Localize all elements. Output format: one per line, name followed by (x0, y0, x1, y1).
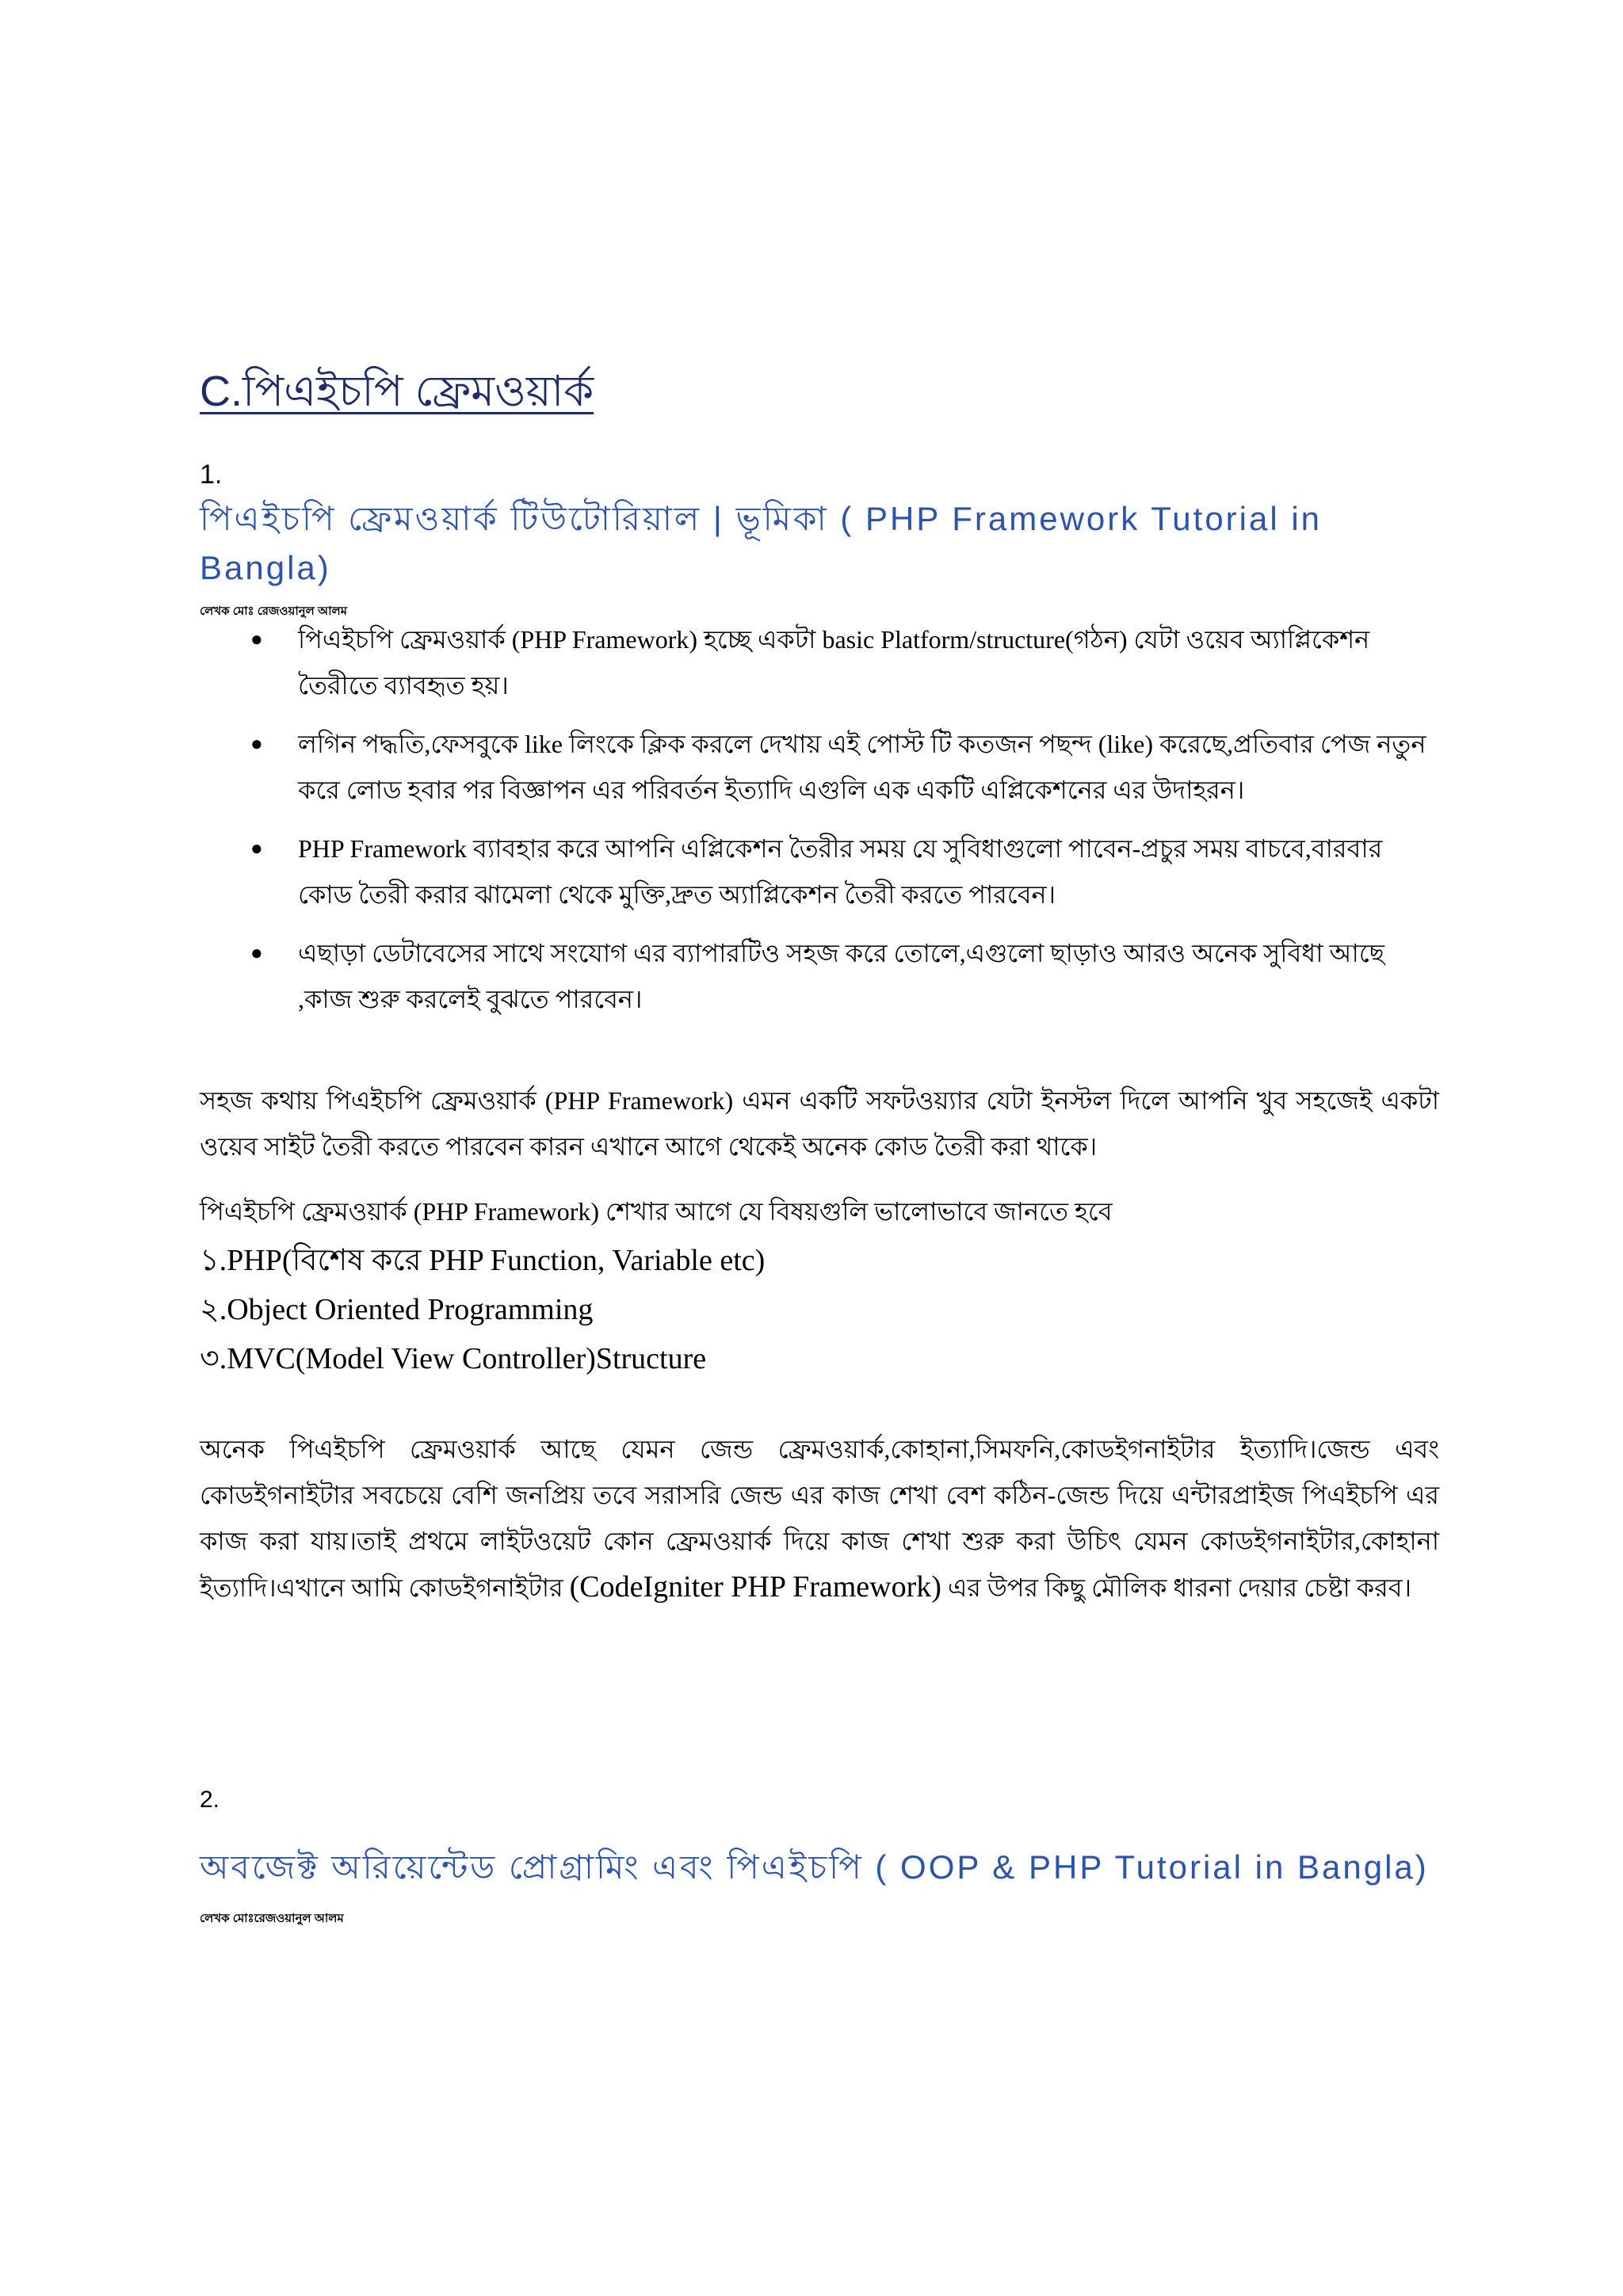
bullet-item (238, 930, 1442, 1022)
article-heading-1: পিএইচপি ফ্রেমওয়ার্ক টিউটোরিয়াল | ভূমিকা ( PHP Framework Tutorial in Bangla) (200, 500, 1323, 586)
closing-paragraph (200, 1426, 1439, 1611)
closing-text: অনেক পিএইচপি ফ্রেমওয়ার্ক আছে যেমন জেন্ড ফ্রেমওয়ার্ক,কোহানা,সিমফনি,কোডইগনাইটার ইত্যাদি।জেন্ড এবং কোডইগনাইটার সবচেয়ে বেশি জনপ্রিয় তবে সরাসরি জেন্ড এর কাজ শেখা বেশ কঠিন-জেন্ড দিয়ে এন্টারপ্রাইজ পিএইচপি এর কাজ করা যায়।তাই প্রথমে লাইটওয়েট কোন ফ্রেমওয়ার্ক দিয়ে কাজ শেখা শুরু করা উচিৎ যেমন কোডইগনাইটার,কোহানা ইত্যাদি।এখানে আমি কোডইগনাইটার (200, 1435, 1439, 1602)
prerequisite-item: ১.PHP(বিশেষ করে PHP Function, Variable etc) (200, 1244, 766, 1277)
prerequisite-item: ২.Object Oriented Programming (200, 1293, 594, 1326)
bullet-text: লগিন পদ্ধতি,ফেসবুকে like লিংকে ক্লিক করলে দেখায় এই পোস্ট টি কতজন পছন্দ (like) করেছে,প্রতিবার পেজ নতুন করে লোড হবার পর বিজ্ঞাপন এর পরিবর্তন ইত্যাদি এগুলি এক একটি এপ্লিকেশনের এর উদাহরন। (298, 730, 1426, 804)
summary-paragraph: সহজ কথায় পিএইচপি ফ্রেমওয়ার্ক (PHP Framework) এমন একটি সফটওয়্যার যেটা ইনস্টল দিলে আপনি খুব সহজেই একটা ওয়েব সাইট তৈরী করতে পারবেন কারন এখানে আগে থেকেই অনেক কোড তৈরী করা থাকে। (200, 1086, 1439, 1161)
prerequisite-intro: পিএইচপি ফ্রেমওয়ার্ক (PHP Framework) শেখার আগে যে বিষয়গুলি ভালোভাবে জানতে হবে (200, 1197, 1113, 1226)
bullet-text: পিএইচপি ফ্রেমওয়ার্ক (PHP Framework) হচ্ছে একটা basic Platform/structure(গঠন) যেটা ওয়েব অ্যাপ্লিকেশন তৈরীতে ব্যাবহৃত হয়। (298, 625, 1370, 700)
bullet-item (238, 721, 1442, 813)
closing-english: (CodeIgniter PHP Framework) (569, 1570, 941, 1604)
article-number-2: 2. (200, 1787, 220, 1813)
bullet-dot-icon: ● (250, 627, 263, 650)
bullet-dot-icon: ● (250, 732, 263, 755)
bullet-dot-icon: ● (250, 941, 263, 964)
bullet-dot-icon: ● (250, 837, 263, 860)
article-number-1: 1. (200, 460, 223, 490)
article-author-1: লেখক মোঃ রেজওয়ানুল আলম (200, 605, 347, 618)
article-heading-2: অবজেক্ট অরিয়েন্টেড প্রোগ্রামিং এবং পিএইচপি ( OOP & PHP Tutorial in Bangla) (200, 1848, 1429, 1886)
feature-bullet-list (238, 616, 1442, 1035)
article-author-2: লেখক মোঃরেজওয়ানুল আলম (200, 1912, 344, 1925)
bullet-item (238, 616, 1442, 708)
prerequisite-item: ৩.MVC(Model View Controller)Structure (200, 1342, 707, 1375)
section-title: C.পিএইচপি ফ্রেমওয়ার্ক (200, 368, 594, 415)
bullet-item (238, 826, 1442, 917)
bullet-text: এছাড়া ডেটাবেসের সাথে সংযোগ এর ব্যাপারটিও সহজ করে তোলে,এগুলো ছাড়াও আরও অনেক সুবিধা আছে ,কাজ শুরু করলেই বুঝতে পারবেন। (298, 939, 1385, 1013)
closing-end: এর উপর কিছু মৌলিক ধারনা দেয়ার চেষ্টা করব। (947, 1573, 1412, 1602)
bullet-text: PHP Framework ব্যাবহার করে আপনি এপ্লিকেশন তৈরীর সময় যে সুবিধাগুলো পাবেন-প্রচুর সময় বাচবে,বারবার কোড তৈরী করার ঝামেলা থেকে মুক্তি,দ্রুত অ্যাপ্লিকেশন তৈরী করতে পারবেন। (298, 834, 1383, 909)
